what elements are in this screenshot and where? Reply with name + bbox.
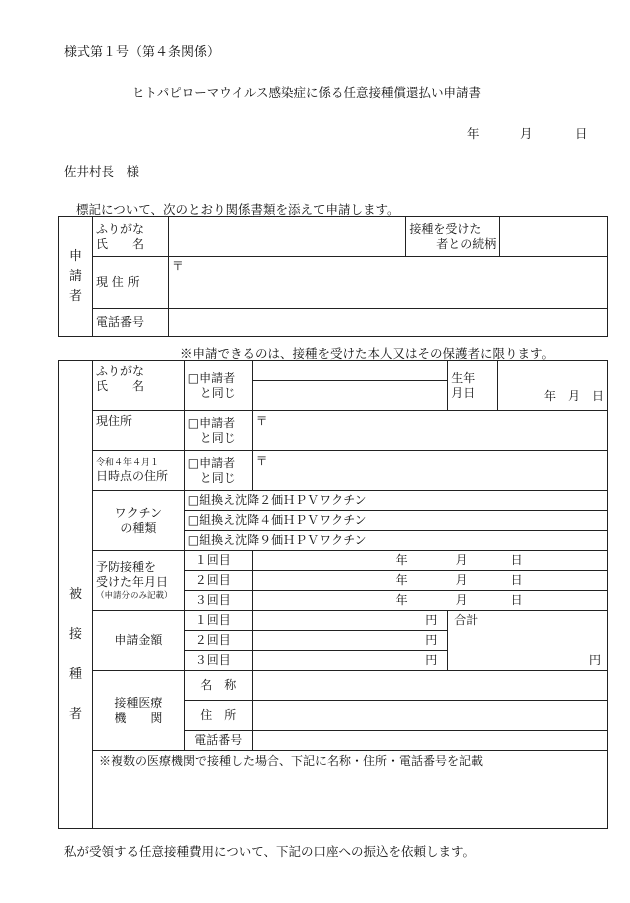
addressee: 佐井村長 様: [64, 164, 140, 179]
recipient-name-label: ふりがな 氏 名: [92, 361, 184, 411]
vaccine-option-4[interactable]: □組換え沈降４価ＨＰＶワクチン: [184, 511, 607, 531]
amount-label: 申請金額: [92, 611, 184, 671]
applicant-name-field[interactable]: [168, 217, 405, 257]
amount-1-field[interactable]: 円: [252, 611, 448, 631]
date-month-label: 月: [520, 126, 533, 141]
clinic-phone-label: 電話番号: [184, 731, 252, 751]
multiple-clinics-note: ※複数の医療機関で接種した場合、下記に名称・住所・電話番号を記載: [98, 754, 483, 768]
recipient-furigana-field[interactable]: [252, 361, 448, 381]
dose-2-date-field[interactable]: 年 月 日: [252, 571, 607, 591]
clinic-phone-field[interactable]: [252, 731, 607, 751]
birth-label: 生年 月日: [448, 361, 498, 411]
recipient-same-checkbox[interactable]: □申請者 と同じ: [184, 361, 252, 411]
address-same-checkbox[interactable]: □申請者 と同じ: [184, 411, 252, 451]
recipient-name-field[interactable]: [252, 381, 448, 411]
amount-3-field[interactable]: 円: [252, 651, 448, 671]
postal-mark: 〒: [255, 414, 268, 428]
relation-label: 接種を受けた 者との続柄: [406, 217, 500, 257]
amount-3-label: ３回目: [184, 651, 252, 671]
clinic-name-field[interactable]: [252, 671, 607, 701]
vaccine-option-2[interactable]: □組換え沈降２価ＨＰＶワクチン: [184, 491, 607, 511]
applicant-name-label: ふりがな 氏 名: [92, 217, 168, 257]
clinic-address-field[interactable]: [252, 701, 607, 731]
dose-2-label: ２回目: [184, 571, 252, 591]
postal-mark: 〒: [255, 454, 268, 468]
intro-text: 標記について、次のとおり関係書類を添えて申請します。: [76, 202, 400, 217]
relation-field[interactable]: [500, 217, 608, 257]
amount-2-label: ２回目: [184, 631, 252, 651]
applicant-phone-label: 電話番号: [92, 309, 168, 337]
date-year-label: 年: [467, 126, 480, 141]
dose-3-label: ３回目: [184, 591, 252, 611]
page-title: ヒトパピローマウイルス感染症に係る任意接種償還払い申請書: [132, 85, 482, 100]
dose-1-date-field[interactable]: 年 月 日: [252, 551, 607, 571]
applicant-address-field[interactable]: [168, 257, 607, 309]
postal-mark: 〒: [171, 259, 184, 273]
applicant-section-label: 申 請 者: [59, 217, 93, 337]
applicant-phone-field[interactable]: [168, 309, 607, 337]
applicant-table: [58, 216, 608, 337]
form-number: 様式第１号（第４条関係）: [64, 45, 221, 60]
applicant-note: ※申請できるのは、接種を受けた本人又はその保護者に限ります。: [180, 346, 555, 361]
birth-field[interactable]: 年 月 日: [498, 361, 608, 411]
past-address-same-checkbox[interactable]: □申請者 と同じ: [184, 451, 252, 491]
applicant-address-label: 現 住 所: [92, 257, 168, 309]
recipient-address-label: 現住所: [92, 411, 184, 451]
vaccine-label: ワクチン の種類: [92, 491, 184, 551]
amount-1-label: １回目: [184, 611, 252, 631]
amount-2-field[interactable]: 円: [252, 631, 448, 651]
multiple-clinics-field[interactable]: [92, 751, 607, 829]
recipient-table: [58, 360, 608, 829]
clinic-name-label: 名 称: [184, 671, 252, 701]
clinic-address-label: 住 所: [184, 701, 252, 731]
clinic-label: 接種医療 機 関: [92, 671, 184, 751]
date-day-label: 日: [575, 126, 588, 141]
vaccine-option-9[interactable]: □組換え沈降９価ＨＰＶワクチン: [184, 531, 607, 551]
bank-transfer-request: 私が受領する任意接種費用について、下記の口座への振込を依頼します。: [64, 844, 476, 859]
dose-1-label: １回目: [184, 551, 252, 571]
dose-3-date-field[interactable]: 年 月 日: [252, 591, 607, 611]
past-address-label: 令和４年４月１ 日時点の住所: [92, 451, 184, 491]
total-amount-field[interactable]: 合計 円: [448, 611, 608, 671]
vaccination-date-label: 予防接種を 受けた年月日 （申請分のみ記載）: [92, 551, 184, 611]
recipient-address-field[interactable]: [252, 411, 607, 451]
recipient-section-label: 被 接 種 者: [59, 361, 93, 829]
past-address-field[interactable]: [252, 451, 607, 491]
